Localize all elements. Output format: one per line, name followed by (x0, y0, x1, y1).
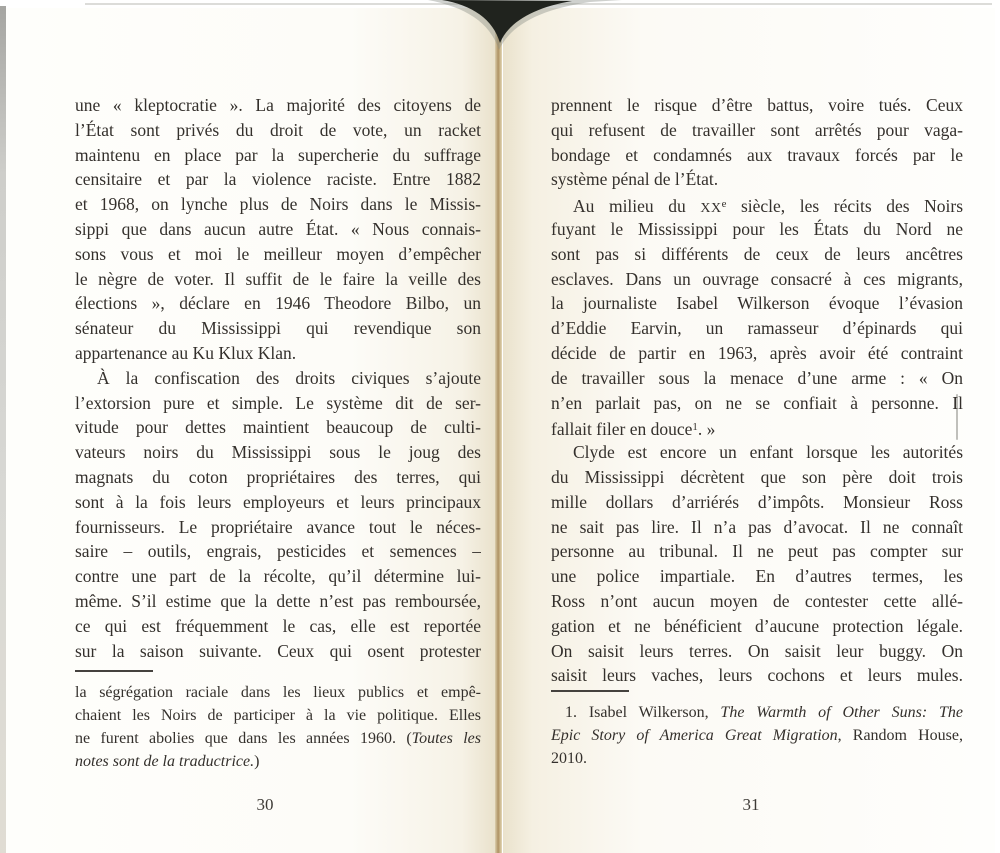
text-run: une police impartiale. En d’autres termes, les (551, 566, 963, 587)
text-line (551, 291, 963, 316)
text-run: saire – outils, engrais, pesticides et semences – (75, 541, 481, 562)
text-run: le nègre de voter. Il suffit de le faire la veille des (75, 268, 481, 289)
book-gutter (495, 16, 502, 853)
text-run: Au milieu du (573, 196, 701, 217)
text-line (75, 242, 481, 267)
text-line (551, 341, 963, 366)
text-run: saisit leurs vaches, leurs cochons et leurs mules. (551, 665, 963, 686)
text-run: 2010. (551, 750, 587, 767)
text-run: même. S’il estime que la dette n’est pas remboursée, (75, 590, 481, 611)
text-line (551, 589, 963, 614)
text-run: chaient les Noirs de participer à la vie politique. Elles (75, 707, 481, 724)
text-run: sont pas si différents de ceux de leurs ancêtres (551, 243, 963, 264)
text-run: fuyant le Mississippi pour les États du Nord ne (551, 218, 963, 239)
right-page-footnote (551, 690, 963, 770)
text-run: d’Eddie Earvin, un ramasseur d’épinards qui (551, 318, 963, 339)
text-line (75, 391, 481, 416)
book-spine-gap-icon (420, 0, 640, 62)
left-footnote-lines (75, 681, 481, 773)
text-line (551, 564, 963, 589)
text-run: sons vous et moi le meilleur moyen d’empêcher (75, 243, 481, 264)
text-run: Clyde est encore un enfant lorsque les autorités (573, 442, 963, 463)
text-line (75, 564, 481, 589)
text-line (551, 192, 963, 217)
text-line (75, 366, 481, 391)
page-number-left: 30 (256, 795, 274, 814)
text-line (75, 515, 481, 540)
text-line (551, 143, 963, 168)
text-line (75, 681, 481, 704)
text-line (551, 217, 963, 242)
text-line (551, 515, 963, 540)
text-line (75, 490, 481, 515)
text-line (75, 750, 481, 773)
text-run: fournisseurs. Le propriétaire avance tout le néces- (75, 516, 481, 537)
text-run: Epic Story of America Great Migration (551, 727, 838, 744)
right-footnote-lines (551, 701, 963, 770)
text-line (551, 639, 963, 664)
text-run: appartenance au Ku Klux Klan. (75, 342, 297, 363)
text-run: prennent le risque d’être battus, voire tués. Ceux (551, 95, 963, 115)
text-line (551, 440, 963, 465)
text-run: notes sont de la traductrice. (75, 753, 255, 770)
text-line (551, 118, 963, 143)
text-line (551, 93, 963, 118)
text-line (75, 167, 481, 192)
text-run: décide de partir en 1963, après avoir été contraint (551, 342, 963, 363)
text-run: l’État sont privés du droit de vote, un racket (75, 119, 481, 140)
right-page-text (551, 93, 963, 688)
text-run: une « kleptocratie ». La majorité des citoyens de (75, 95, 481, 115)
text-line (551, 391, 963, 416)
text-run: 1 (692, 421, 698, 434)
text-run: sippi que dans aucun autre État. « Nous connais- (75, 218, 481, 239)
text-line (75, 217, 481, 242)
text-run: XX (700, 201, 722, 217)
text-line (75, 440, 481, 465)
text-line (75, 341, 481, 366)
text-run: sénateur du Mississippi qui revendique son (75, 318, 481, 339)
text-run: n’en parlait pas, on ne se confiait à personne. Il (551, 392, 963, 413)
text-run: 1. Isabel Wilkerson, (565, 704, 721, 721)
text-run: la journaliste Isabel Wilkerson évoque l’évasion (551, 293, 963, 314)
text-line (75, 704, 481, 727)
text-run: fallait filer en douce (551, 419, 693, 440)
text-run: système pénal de l’État. (551, 169, 719, 190)
text-run: . » (697, 419, 716, 440)
text-run: ne sait pas lire. Il n’a pas d’avocat. Il ne connaît (551, 516, 963, 537)
text-line (75, 192, 481, 217)
text-run: et 1968, on lynche plus de Noirs dans le Missis- (75, 194, 481, 215)
text-line (551, 267, 963, 292)
text-run: ce qui est fréquemment le cas, elle est reportée (75, 615, 481, 636)
text-run: élections », déclare en 1946 Theodore Bilbo, un (75, 293, 481, 314)
footnote-rule (551, 690, 629, 692)
text-line (75, 267, 481, 292)
text-run: vitude pour dettes maintient beaucoup de culti- (75, 417, 481, 438)
left-page-footnote (75, 670, 481, 773)
text-run: du Mississippi décrètent que son père doit trois (551, 466, 963, 487)
text-line (551, 242, 963, 267)
text-line (75, 118, 481, 143)
text-line (75, 93, 481, 118)
text-run: vateurs noirs du Mississippi sous le joug des (75, 442, 481, 463)
text-run: e (721, 198, 727, 211)
text-line (75, 589, 481, 614)
text-line (551, 724, 963, 747)
text-run: censitaire et par la violence raciste. Entre 1882 (75, 169, 481, 190)
text-run: Ross n’ont aucun moyen de contester cette allé- (551, 590, 963, 611)
text-run: On saisit leurs terres. On saisit leur buggy. On (551, 640, 963, 661)
text-line (551, 614, 963, 639)
text-line (551, 366, 963, 391)
text-run: de travailler sous la menace d’une arme : « On (551, 367, 963, 388)
text-line (75, 465, 481, 490)
text-run: sur la saison suivante. Ceux qui osent protester (75, 640, 481, 661)
text-run: ne furent abolies que dans les années 1960. ( (75, 730, 412, 747)
text-run: bondage et condamnés aux travaux forcés par le (551, 144, 963, 165)
text-line (75, 316, 481, 341)
text-run: la ségrégation raciale dans les lieux publics et empê- (75, 684, 481, 701)
text-run: esclaves. Dans un ouvrage consacré à ces migrants, (551, 268, 963, 289)
text-run: sont à la fois leurs employeurs et leurs principaux (75, 491, 481, 512)
text-run: , Random House, (837, 727, 963, 744)
text-line (551, 701, 963, 724)
text-line (75, 639, 481, 664)
text-run: Toutes les (411, 730, 481, 747)
text-line (551, 316, 963, 341)
text-line (551, 663, 963, 688)
text-run: siècle, les récits des Noirs (726, 196, 963, 217)
text-run: maintenu en place par la supercherie du suffrage (75, 144, 481, 165)
text-line (551, 167, 963, 192)
text-line (75, 539, 481, 564)
text-run: À la confiscation des droits civiques s’ajoute (97, 367, 481, 388)
text-run: The Warmth of Other Suns: The (720, 704, 963, 721)
text-line (551, 539, 963, 564)
text-line (75, 614, 481, 639)
text-line (75, 415, 481, 440)
text-line (75, 143, 481, 168)
text-run: qui refusent de travailler sont arrêtés pour vaga- (551, 119, 963, 140)
page-number-right: 31 (742, 795, 760, 814)
text-run: ) (254, 753, 260, 770)
left-page-text (75, 93, 481, 663)
text-run: contre une part de la récolte, qu’il détermine lui- (75, 566, 481, 587)
text-line (551, 747, 963, 770)
text-run: magnats du coton propriétaires des terres, qui (75, 466, 481, 487)
text-run: l’extorsion pure et simple. Le système dit de ser- (75, 392, 481, 413)
text-line (75, 727, 481, 750)
text-run: personne au tribunal. Il ne peut pas compter sur (551, 541, 963, 562)
text-run: mille dollars d’arriérés d’impôts. Monsieur Ross (551, 491, 963, 512)
text-run: gation et ne bénéficient d’aucune protection légale. (551, 615, 963, 636)
text-line (551, 490, 963, 515)
text-line (551, 415, 963, 440)
text-line (551, 465, 963, 490)
text-line (75, 291, 481, 316)
footnote-rule (75, 670, 153, 672)
